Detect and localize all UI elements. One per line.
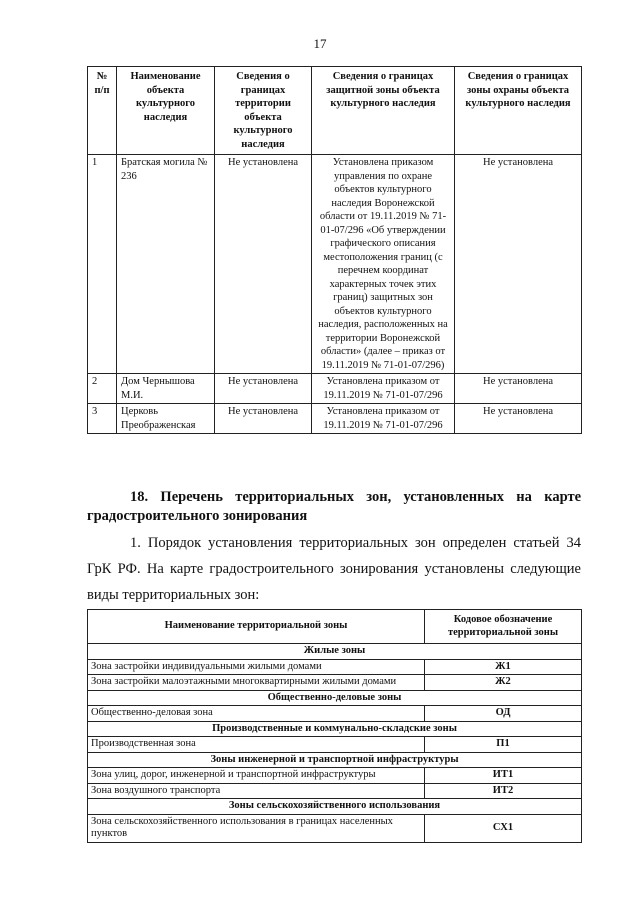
zone-name: Общественно-деловая зона: [88, 706, 425, 722]
cell-territory: Не установлена: [215, 155, 312, 374]
cell-protective-zone: Установлена приказом от 19.11.2019 № 71-01-07/296: [312, 404, 455, 434]
table-row: [88, 659, 582, 675]
table-row: [88, 814, 582, 842]
zone-group-row: [88, 644, 582, 660]
col-header-territory: Сведения о границах территории объекта культурного наследия: [215, 67, 312, 155]
cell-protective-zone: Установлена приказом от 19.11.2019 № 71-01-07/296: [312, 374, 455, 404]
zone-group-title: Жилые зоны: [88, 644, 582, 660]
zone-code: ИТ1: [425, 768, 582, 784]
zone-name: Зона сельскохозяйственного использования в границах населенных пунктов: [88, 814, 425, 842]
page-number: 17: [313, 36, 327, 51]
col-header-zone-name: Наименование территориальной зоны: [88, 610, 425, 644]
cell-number: 2: [88, 374, 117, 404]
table-row: [88, 768, 582, 784]
col-header-security-zone: Сведения о границах зоны охраны объекта культурного наследия: [455, 67, 582, 155]
cell-security-zone: Не установлена: [455, 404, 582, 434]
zone-name: Зона воздушного транспорта: [88, 783, 425, 799]
paragraph-number: 1.: [130, 535, 141, 551]
zone-code: СХ1: [425, 814, 582, 842]
cell-security-zone: Не установлена: [455, 155, 582, 374]
zone-code: П1: [425, 737, 582, 753]
zone-group-title: Зоны инженерной и транспортной инфраструктуры: [88, 752, 582, 768]
zone-name: Зона улиц, дорог, инженерной и транспортной инфраструктуры: [88, 768, 425, 784]
cell-number: 1: [88, 155, 117, 374]
zone-group-row: [88, 799, 582, 815]
zone-group-title: Зоны сельскохозяйственного использования: [88, 799, 582, 815]
table-row: [88, 737, 582, 753]
zone-group-row: [88, 690, 582, 706]
cell-name: Братская могила № 236: [117, 155, 215, 374]
zones-table-header: [88, 610, 582, 644]
table-row: [88, 155, 582, 374]
zone-name: Производственная зона: [88, 737, 425, 753]
zone-group-row: [88, 752, 582, 768]
zone-code: ИТ2: [425, 783, 582, 799]
cell-name: Дом Чернышова М.И.: [117, 374, 215, 404]
table-row: [88, 706, 582, 722]
cell-security-zone: Не установлена: [455, 374, 582, 404]
zone-name: Зона застройки индивидуальными жилыми домами: [88, 659, 425, 675]
territorial-zones-table: [87, 609, 582, 843]
section-number: 18.: [130, 489, 149, 505]
col-header-number: № п/п: [88, 67, 117, 155]
cell-protective-zone: Установлена приказом управления по охране объектов культурного наследия Воронежской области от 19.11.2019 № 71-01-07/296 «Об утверждении графического описания местоположения границ (с перечнем координат характерных точек этих границ) защитных зон объектов культурного наследия, расположенных на территории Воронежской области» (далее – приказ от 19.11.2019 № 71-01-07/296): [312, 155, 455, 374]
table-row: [88, 404, 582, 434]
table-row: [88, 374, 582, 404]
heritage-table-header: [88, 67, 582, 155]
col-header-name: Наименование объекта культурного наследия: [117, 67, 215, 155]
heritage-objects-table: [87, 66, 582, 434]
section-title: Перечень территориальных зон, установленных на карте градостроительного зонирования: [87, 489, 582, 524]
table-row: [88, 783, 582, 799]
zone-group-title: Общественно-деловые зоны: [88, 690, 582, 706]
col-header-zone-code: Кодовое обозначение территориальной зоны: [425, 610, 582, 644]
zone-name: Зона застройки малоэтажными многоквартирными жилыми домами: [88, 675, 425, 691]
table-row: [88, 675, 582, 691]
zone-group-title: Производственные и коммунально-складские зоны: [88, 721, 582, 737]
cell-name: Церковь Преображенская: [117, 404, 215, 434]
section-paragraph: [87, 530, 581, 608]
zone-group-row: [88, 721, 582, 737]
zone-code: Ж1: [425, 659, 582, 675]
zone-code: ОД: [425, 706, 582, 722]
zone-code: Ж2: [425, 675, 582, 691]
col-header-protective-zone: Сведения о границах защитной зоны объекта культурного наследия: [312, 67, 455, 155]
section-heading: [87, 488, 581, 526]
cell-territory: Не установлена: [215, 404, 312, 434]
cell-number: 3: [88, 404, 117, 434]
cell-territory: Не установлена: [215, 374, 312, 404]
paragraph-text: Порядок установления территориальных зон определен статьей 34 ГрК РФ. На карте градостроительного зонирования установлены следующие виды территориальных зон:: [87, 535, 581, 603]
